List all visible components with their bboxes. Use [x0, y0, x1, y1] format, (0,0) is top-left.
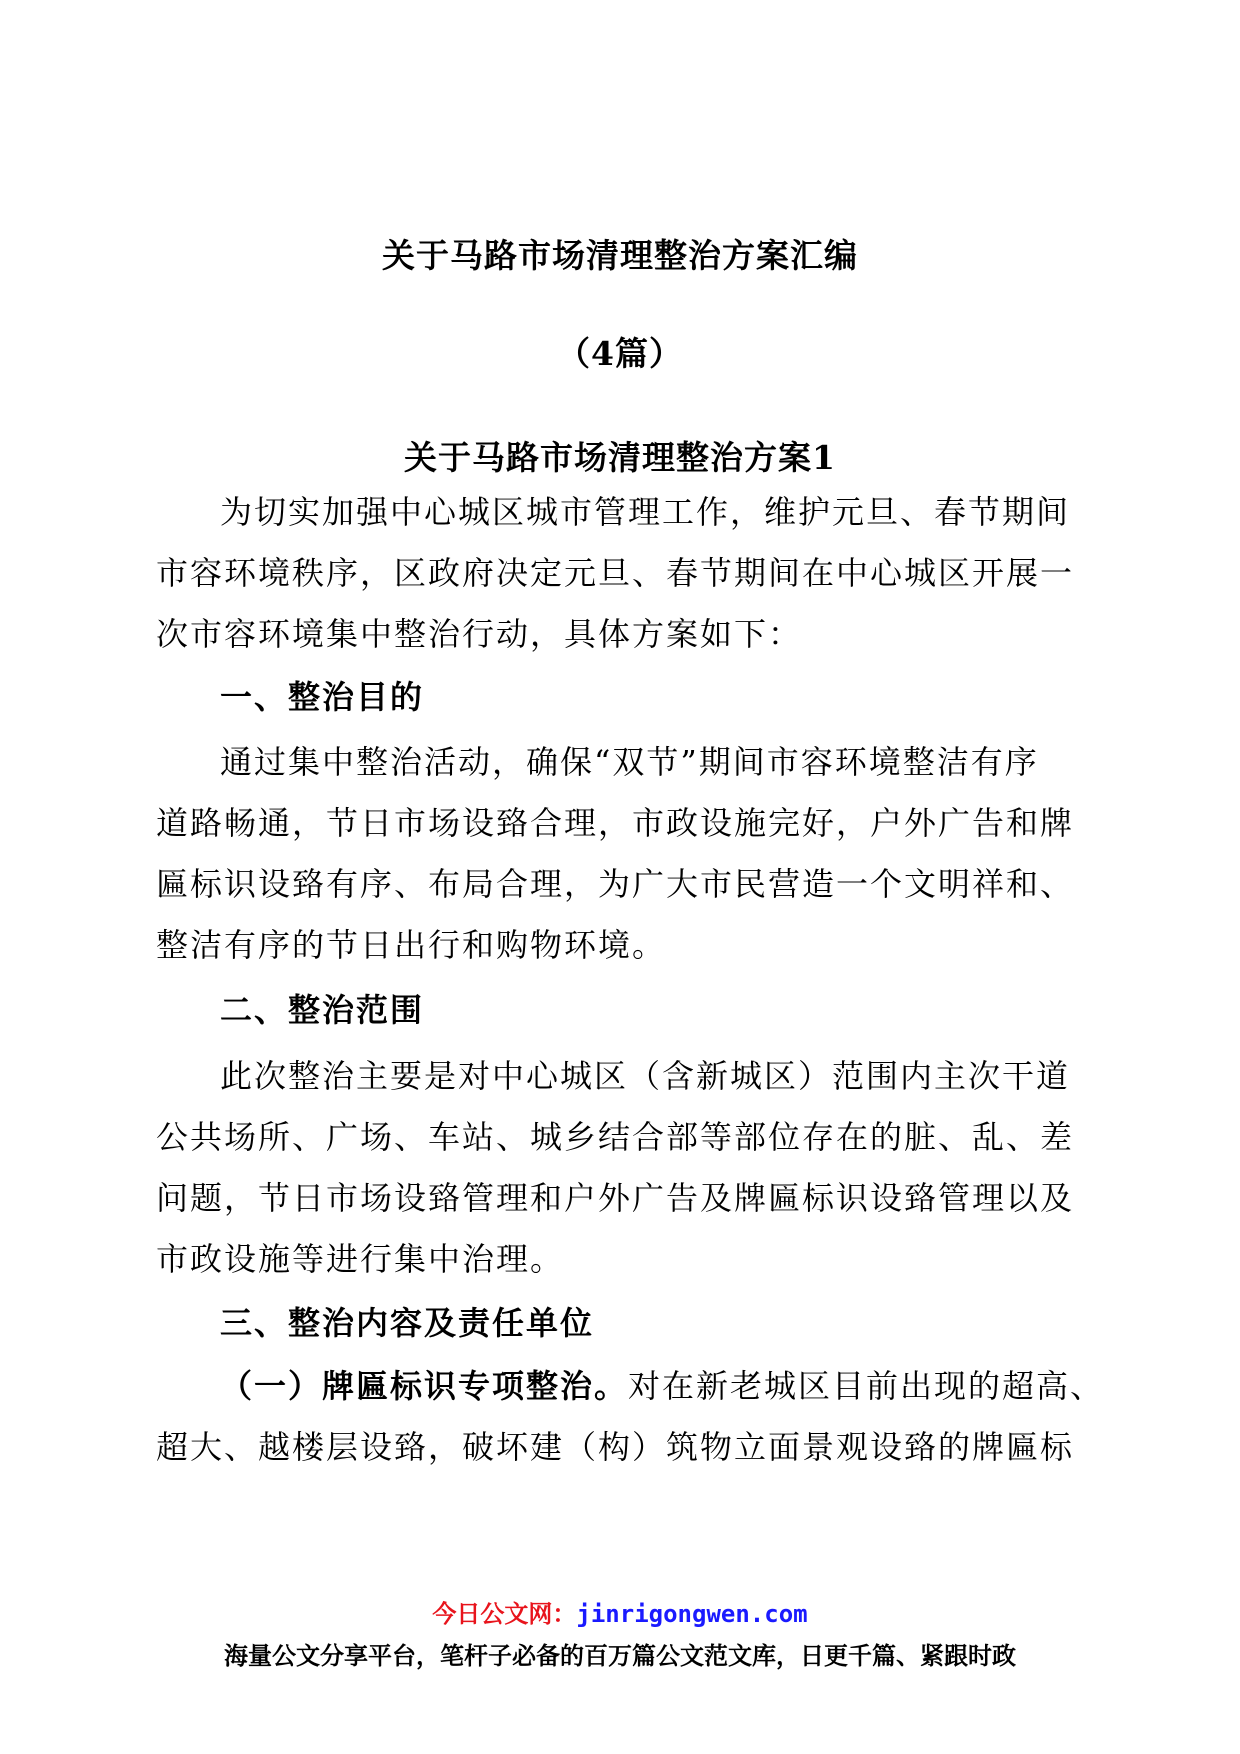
paragraph-line: 整洁有序的节日出行和购物环境。 — [156, 926, 667, 964]
section-heading: 一、整治目的 — [220, 678, 425, 716]
section-heading: 二、整治范围 — [220, 991, 425, 1029]
document-subtitle: （4篇） — [557, 334, 683, 373]
paragraph-line: 公共场所、广场、车站、城乡结合部等部位存在的脏、乱、差 — [156, 1118, 1075, 1156]
section-heading: 三、整治内容及责任单位 — [220, 1304, 595, 1342]
paragraph-line: 市容环境秩序，区政府决定元旦、春节期间在中心城区开展一 — [156, 554, 1075, 592]
footer-tagline: 海量公文分享平台，笔杆子必备的百万篇公文范文库，日更千篇、紧跟时政 — [224, 1642, 1016, 1670]
footer-site-link[interactable]: jinrigongwen.com — [576, 1600, 808, 1628]
footer-brand: 今日公文网： — [432, 1600, 577, 1628]
footer-brand-line — [0, 1594, 1240, 1629]
paragraph-line: 为切实加强中心城区城市管理工作，维护元旦、春节期间 — [220, 493, 1071, 531]
paragraph-line: 次市容环境集中整治行动，具体方案如下： — [156, 615, 803, 653]
paragraph-line — [220, 1361, 1104, 1407]
paragraph-line: 市政设施等进行集中治理。 — [156, 1240, 565, 1278]
paragraph-line: 匾标识设臵有序、布局合理，为广大市民营造一个文明祥和、 — [156, 865, 1075, 903]
paragraph-line: 问题，节日市场设臵管理和户外广告及牌匾标识设臵管理以及 — [156, 1179, 1075, 1217]
bold-lead: （一）牌匾标识专项整治。 — [220, 1367, 629, 1405]
paragraph-line: 道路畅通，节日市场设臵合理，市政设施完好，户外广告和牌 — [156, 804, 1075, 842]
paragraph-text: 对在新老城区目前出现的超高、 — [628, 1367, 1105, 1405]
paragraph-line: 通过集中整治活动，确保“双节”期间市容环境整洁有序 — [220, 743, 1039, 781]
paragraph-line: 超大、越楼层设臵，破坏建（构）筑物立面景观设臵的牌匾标 — [156, 1428, 1075, 1466]
paragraph-line: 此次整治主要是对中心城区（含新城区）范围内主次干道 — [220, 1057, 1071, 1095]
document-title: 关于马路市场清理整治方案汇编 — [382, 236, 858, 275]
section-title: 关于马路市场清理整治方案1 — [404, 438, 836, 477]
